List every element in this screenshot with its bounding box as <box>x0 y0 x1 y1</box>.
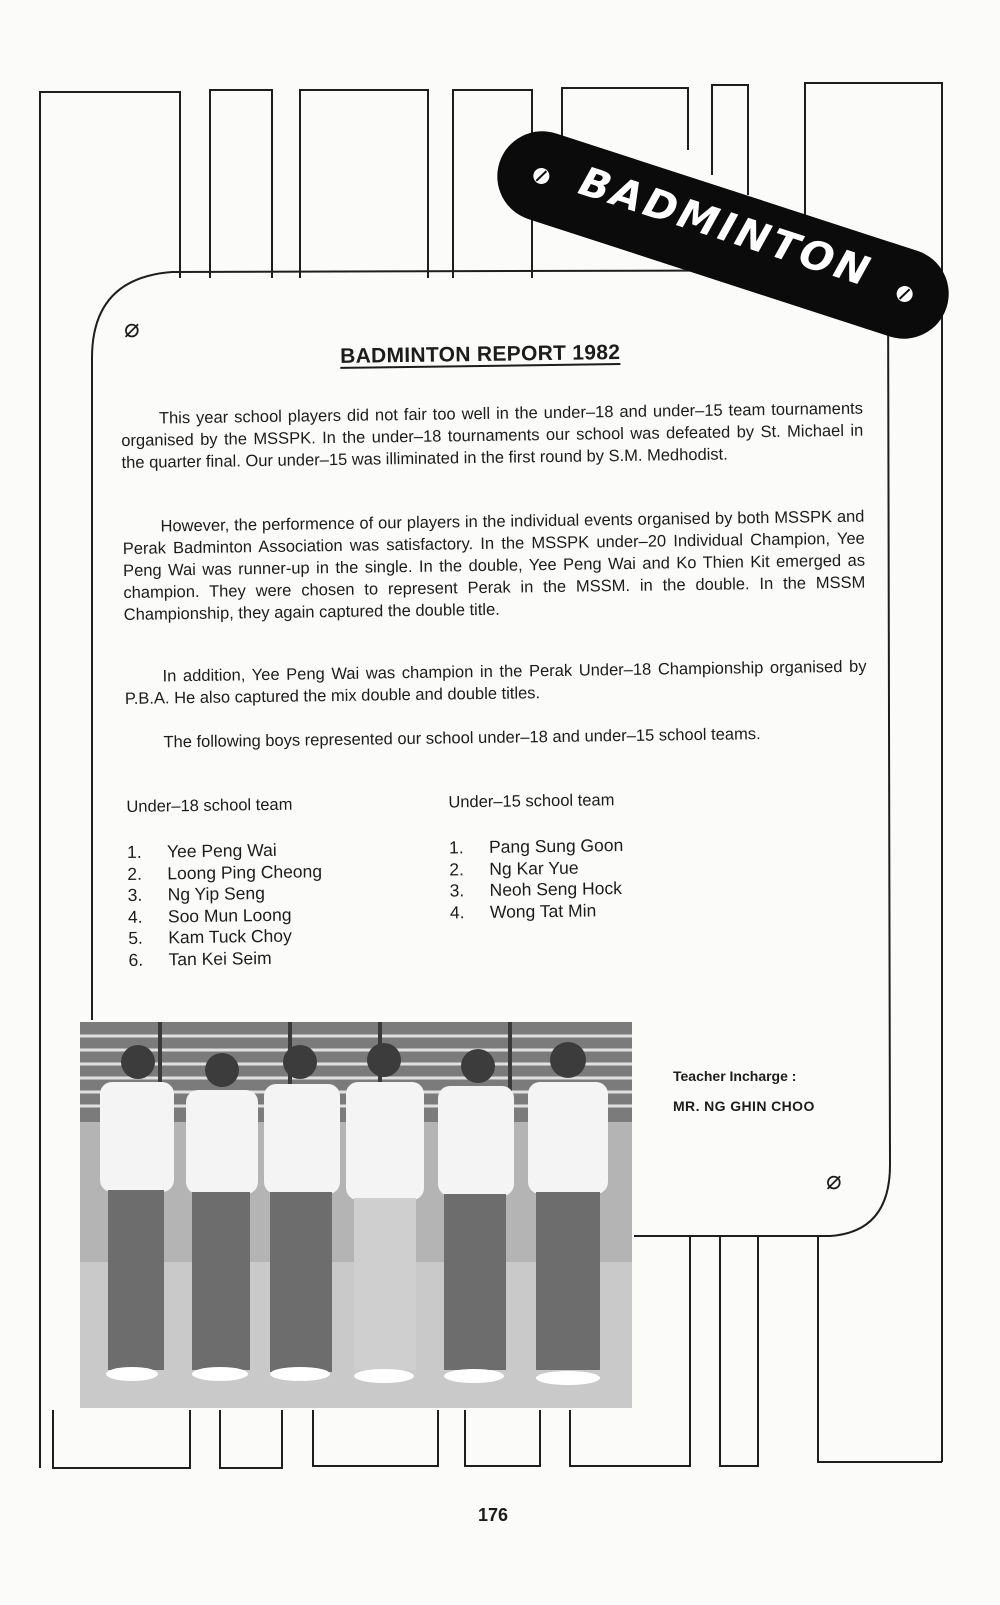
list-item: 2. Ng Kar Yue <box>449 857 579 879</box>
player-name: Loong Ping Cheong <box>167 860 323 883</box>
list-item: 6. Tan Kei Seim <box>128 947 272 970</box>
list-item: 1. Yee Peng Wai <box>126 839 277 862</box>
teacher-name: MR. NG GHIN CHOO <box>673 1098 815 1114</box>
under15-heading: Under–15 school team <box>448 791 615 812</box>
list-item: 4. Soo Mun Loong <box>127 904 292 927</box>
player-name: Tan Kei Seim <box>168 947 272 969</box>
list-item: 2. Loong Ping Cheong <box>127 860 323 884</box>
team-photo <box>80 1022 632 1408</box>
player-name: Pang Sung Goon <box>488 835 624 857</box>
player-name: Kam Tuck Choy <box>168 925 292 948</box>
player-name: Wong Tat Min <box>489 899 597 922</box>
under15-player-list <box>449 835 624 923</box>
player-name: Yee Peng Wai <box>166 839 277 862</box>
null-sign-icon: ⌀ <box>124 314 140 344</box>
list-item: 3. Neoh Seng Hock <box>449 878 623 901</box>
list-item: 4. Wong Tat Min <box>449 899 597 922</box>
list-item: 1. Pang Sung Goon <box>448 835 624 858</box>
under18-player-list <box>127 839 324 971</box>
report-paragraph: This year school players did not fair too well in the under–18 and under–15 team tournaments organised by the MSSPK. In the under–18 tournaments our school was defeated by St. Michael in the quarter final. Our under–15 was illiminated in the first round by S.M. Medhodist. <box>121 399 864 472</box>
player-name: Neoh Seng Hock <box>489 878 623 900</box>
report-paragraph: The following boys represented our school under–18 and under–15 school teams. <box>163 725 761 752</box>
under18-heading: Under–18 school team <box>126 795 293 816</box>
null-sign-icon: ⌀ <box>826 1166 842 1196</box>
player-name: Ng Yip Seng <box>167 883 266 905</box>
badge-title: BADMINTON <box>573 158 878 297</box>
list-item: 5. Kam Tuck Choy <box>128 925 292 948</box>
report-paragraph: However, the performence of our players in the individual events organised by both MSSPK and Perak Badminton Association was satisfactory. In the MSSPK under–20 Individual Champion, Yee Peng Wai was runner-up in the single. In the double, Yee Peng Wai and Ko Thien Kit emerged as champion. They were chosen to represent Perak in the MSSM. in the double. In the MSSM Championship, they again captured the double title. <box>122 507 866 624</box>
teacher-label: Teacher Incharge : <box>673 1068 797 1084</box>
list-item: 3. Ng Yip Seng <box>127 883 266 905</box>
player-name: Soo Mun Loong <box>167 904 292 926</box>
page-number: 176 <box>478 1505 509 1525</box>
report-title: BADMINTON REPORT 1982 <box>339 341 621 368</box>
report-paragraph: In addition, Yee Peng Wai was champion in the Perak Under–18 Championship organised by P.B.A. He also captured the mix double and double titles. <box>124 657 867 708</box>
player-name: Ng Kar Yue <box>489 857 579 879</box>
